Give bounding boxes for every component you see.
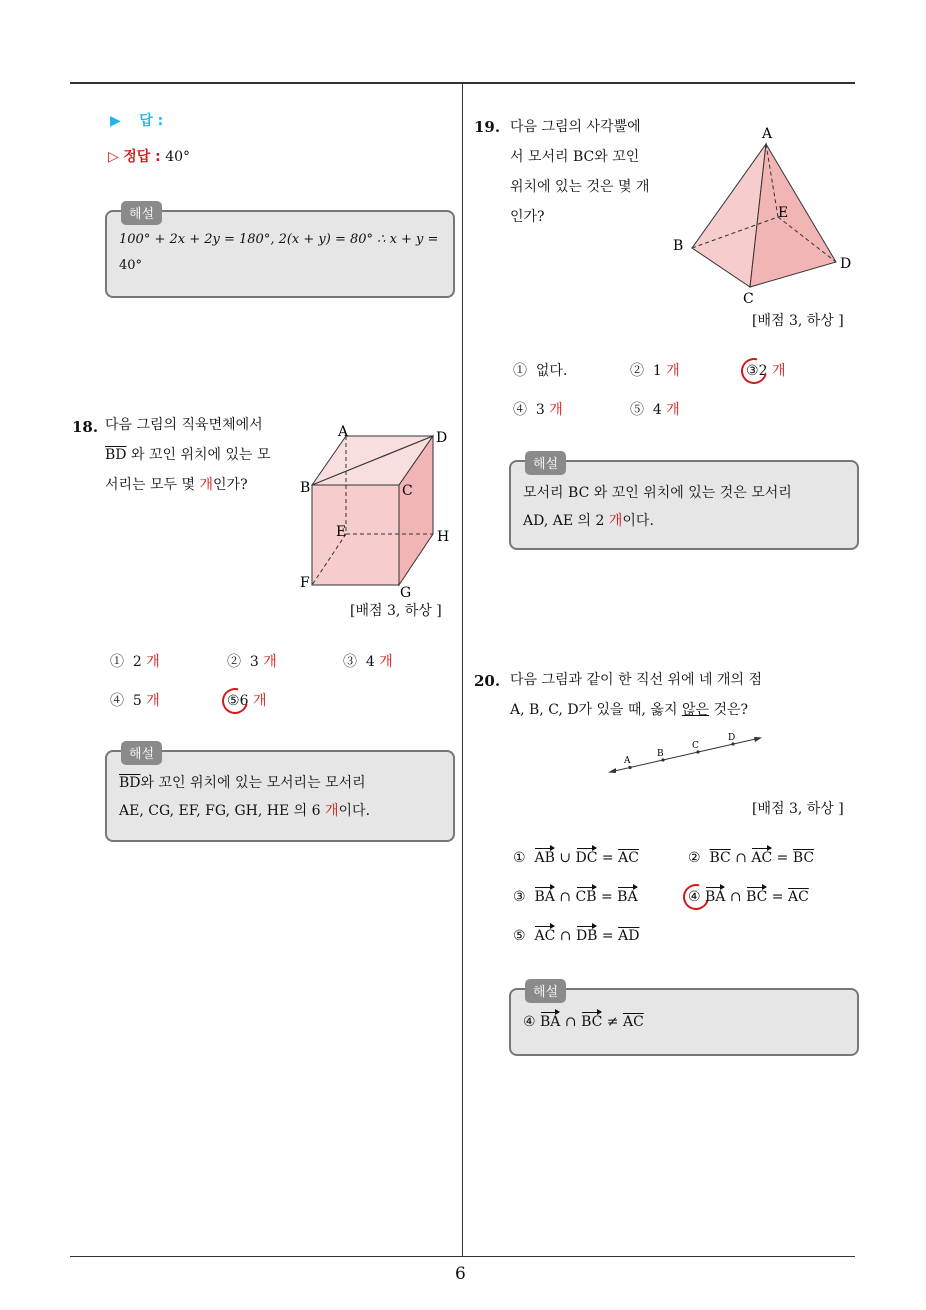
explanation-line2: AE, CG, EF, FG, GH, HE 의 6 개이다. (119, 803, 371, 819)
correct-marker-icon: ▷ (108, 149, 119, 165)
explanation-line2: 40° (119, 258, 143, 273)
line-figure (600, 728, 770, 778)
q20-number: 20. (474, 672, 501, 690)
answer-label: 답 : (139, 113, 164, 129)
label-d: D (436, 430, 448, 446)
q20-explanation-box (509, 985, 859, 1056)
column-divider (462, 84, 463, 1257)
q19-explanation-box (509, 457, 859, 550)
explanation-line2: AD, AE 의 2 개이다. (523, 513, 654, 529)
q20-score: [배점 3, 하상 ] (752, 801, 844, 817)
q19-number: 19. (474, 118, 501, 136)
correct-label: 정답 : (123, 149, 161, 165)
explanation-line1: 모서리 BC 와 꼬인 위치에 있는 것은 모서리 (523, 485, 792, 501)
label-a: A (338, 424, 349, 440)
correct-value: 40° (165, 149, 191, 165)
svg-text:B: B (673, 238, 684, 254)
explanation-line1: 100° + 2x + 2y = 180°, 2(x + y) = 80° ∴ x + y = (119, 232, 439, 247)
pyramid-figure (668, 122, 858, 307)
q18-score: [배점 3, 하상 ] (350, 603, 442, 619)
explanation-tag: 해설 (525, 979, 566, 1003)
q18-option-5[interactable]: ⑤6 개 (227, 693, 267, 709)
svg-text:C: C (743, 291, 754, 307)
label-b: B (300, 480, 311, 496)
segment-bd: $\overline{BD}$ (105, 447, 127, 463)
q20-option-3[interactable]: ③ BA ∩ CB = BA (513, 889, 638, 905)
q20-option-1[interactable]: ① AB ∪ DC = $\overline{AC}$ (513, 850, 639, 866)
q20-option-2[interactable]: ② $\overline{BC}$ ∩ AC = $\overline{BC}$ (688, 850, 815, 866)
q19-option-4[interactable]: ④ 3 개 (513, 402, 563, 418)
q20-option-5[interactable]: ⑤ AC ∩ DB = $\overline{AD}$ (513, 928, 640, 944)
answer-arrow-icon: ▶ (110, 113, 121, 129)
label-f: F (300, 575, 310, 591)
q18-option-1[interactable]: ① 2 개 (110, 654, 160, 670)
correct-answer-row (108, 146, 190, 166)
label-c: C (402, 483, 413, 499)
q19-option-3[interactable]: ③2 개 (746, 363, 786, 379)
svg-text:E: E (778, 205, 789, 221)
q19-option-1[interactable]: ① 없다. (513, 363, 568, 379)
q18-stem (105, 410, 270, 500)
q18-explanation-box (105, 747, 455, 842)
explanation-line1: ④ BA ∩ BC ≠ $\overline{AC}$ (523, 1014, 644, 1030)
explanation-tag: 해설 (121, 741, 162, 765)
q20-stem: 다음 그림과 같이 한 직선 위에 네 개의 점 A, B, C, D가 있을 때, 옳지 않은 것은? (510, 672, 762, 718)
q18-line3: 서리는 모두 몇 개인가? (105, 477, 248, 493)
q19-option-2[interactable]: ② 1 개 (630, 363, 680, 379)
cuboid-figure (298, 424, 458, 599)
q20-option-4[interactable]: ④ BA ∩ BC = $\overline{AC}$ (688, 889, 809, 905)
svg-text:D: D (728, 733, 736, 743)
q18-line2: $\overline{BD}$ 와 꼬인 위치에 있는 모 (105, 447, 271, 463)
label-h: H (437, 529, 450, 545)
q19-option-5[interactable]: ⑤ 4 개 (630, 402, 680, 418)
label-e: E (336, 524, 347, 540)
bottom-rule (70, 1256, 855, 1257)
answer-circle-mark: ④ (688, 889, 701, 905)
q18-option-3[interactable]: ③ 4 개 (343, 654, 393, 670)
q18-option-2[interactable]: ② 3 개 (227, 654, 277, 670)
q17-explanation-box (105, 207, 455, 298)
answer-circle-mark: ③ (746, 363, 759, 379)
svg-text:A: A (624, 756, 631, 766)
explanation-tag: 해설 (525, 451, 566, 475)
svg-text:D: D (840, 256, 852, 272)
answer-row (110, 110, 163, 130)
page-number: 6 (455, 1264, 466, 1284)
q18-number: 18. (72, 418, 99, 436)
q18-option-4[interactable]: ④ 5 개 (110, 693, 160, 709)
q19-stem: 다음 그림의 사각뿔에 서 모서리 BC와 꼬인 위치에 있는 것은 몇 개 인가? (510, 119, 650, 225)
q18-line1: 다음 그림의 직육면체에서 (105, 417, 263, 433)
label-g: G (400, 585, 412, 599)
q19-score: [배점 3, 하상 ] (752, 313, 844, 329)
answer-circle-mark: ⑤ (227, 693, 240, 709)
explanation-tag: 해설 (121, 201, 162, 225)
svg-text:A: A (762, 126, 773, 142)
svg-text:C: C (692, 741, 699, 751)
svg-text:B: B (657, 749, 664, 759)
explanation-line1: $\overline{BD}$와 꼬인 위치에 있는 모서리는 모서리 (119, 775, 366, 791)
